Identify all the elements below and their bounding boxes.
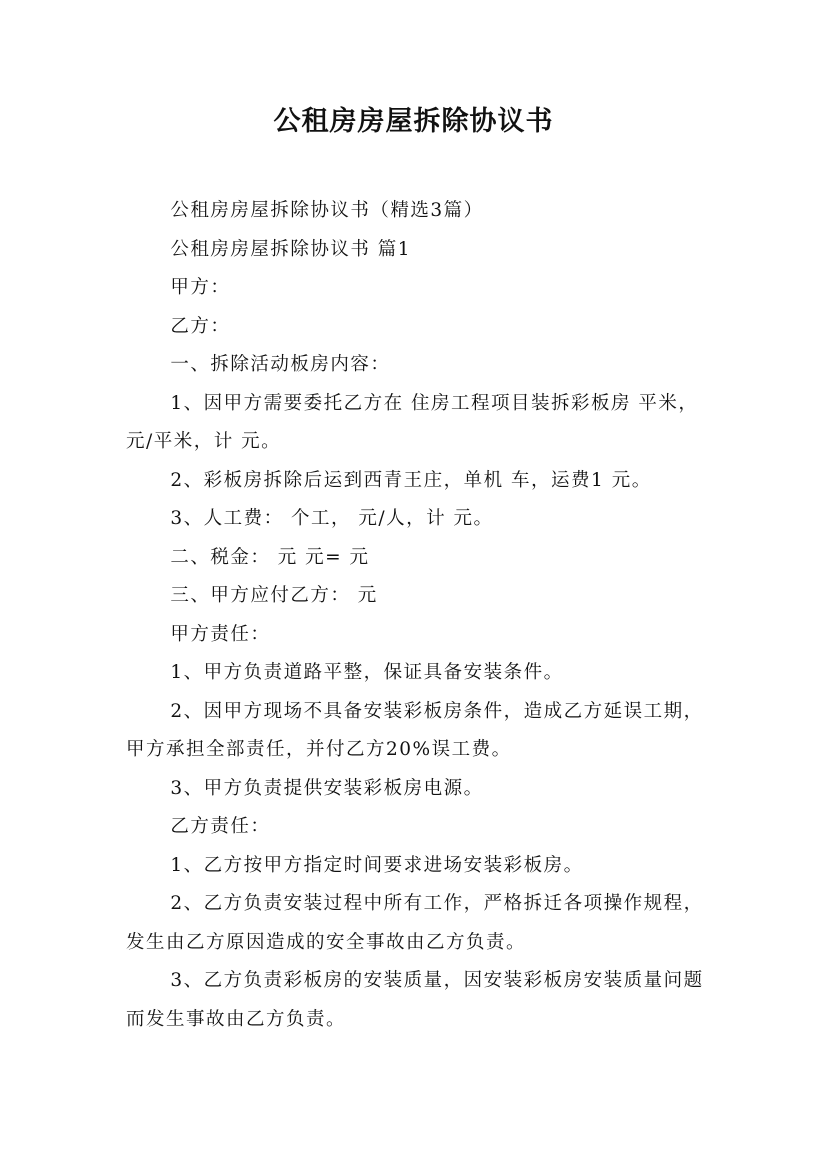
paragraph-party-a-duty-heading: 甲方责任： — [170, 623, 271, 645]
paragraph-party-a-duty-3: 3、甲方负责提供安装彩板房电源。 — [170, 777, 484, 799]
paragraph-content-item-1: 1、因甲方需要委托乙方在 住房工程项目装拆彩板房 平米， 元/平米，计 元。 — [126, 392, 699, 452]
paragraph-payment: 三、甲方应付乙方： 元 — [170, 585, 378, 606]
paragraph-section-heading: 公租房房屋拆除协议书 篇1 — [170, 238, 412, 260]
paragraph-party-a: 甲方： — [170, 277, 231, 298]
paragraph-content-heading: 一、拆除活动板房内容： — [170, 354, 391, 375]
paragraph-party-b-duty-1: 1、乙方按甲方指定时间要求进场安装彩板房。 — [170, 854, 584, 876]
paragraph-content-item-3: 3、人工费： 个工， 元/人，计 元。 — [170, 508, 494, 529]
paragraph-party-b-duty-2: 2、乙方负责安装过程中所有工作，严格拆迁各项操作规程，发生由乙方原因造成的安全事故由乙方负责。 — [126, 893, 704, 953]
paragraph-subtitle: 公租房房屋拆除协议书（精选3篇） — [170, 200, 484, 221]
paragraph-party-a-duty-2: 2、因甲方现场不具备安装彩板房条件，造成乙方延误工期，甲方承担全部责任，并付乙方20%误工费。 — [126, 700, 704, 760]
paragraph-party-b-duty-heading: 乙方责任： — [170, 816, 271, 837]
document-title: 公租房房屋拆除协议书 — [273, 106, 554, 137]
paragraph-content-item-2: 2、彩板房拆除后运到西青王庄，单机 车，运费1 元。 — [170, 469, 652, 491]
paragraph-party-a-duty-1: 1、甲方负责道路平整，保证具备安装条件。 — [170, 662, 564, 683]
document-body — [126, 192, 716, 1039]
paragraph-party-b: 乙方： — [170, 315, 231, 337]
paragraph-party-b-duty-3: 3、乙方负责彩板房的安装质量，因安装彩板房安装质量问题而发生事故由乙方负责。 — [126, 970, 704, 1030]
paragraph-tax: 二、税金： 元 元= 元 — [170, 546, 370, 568]
